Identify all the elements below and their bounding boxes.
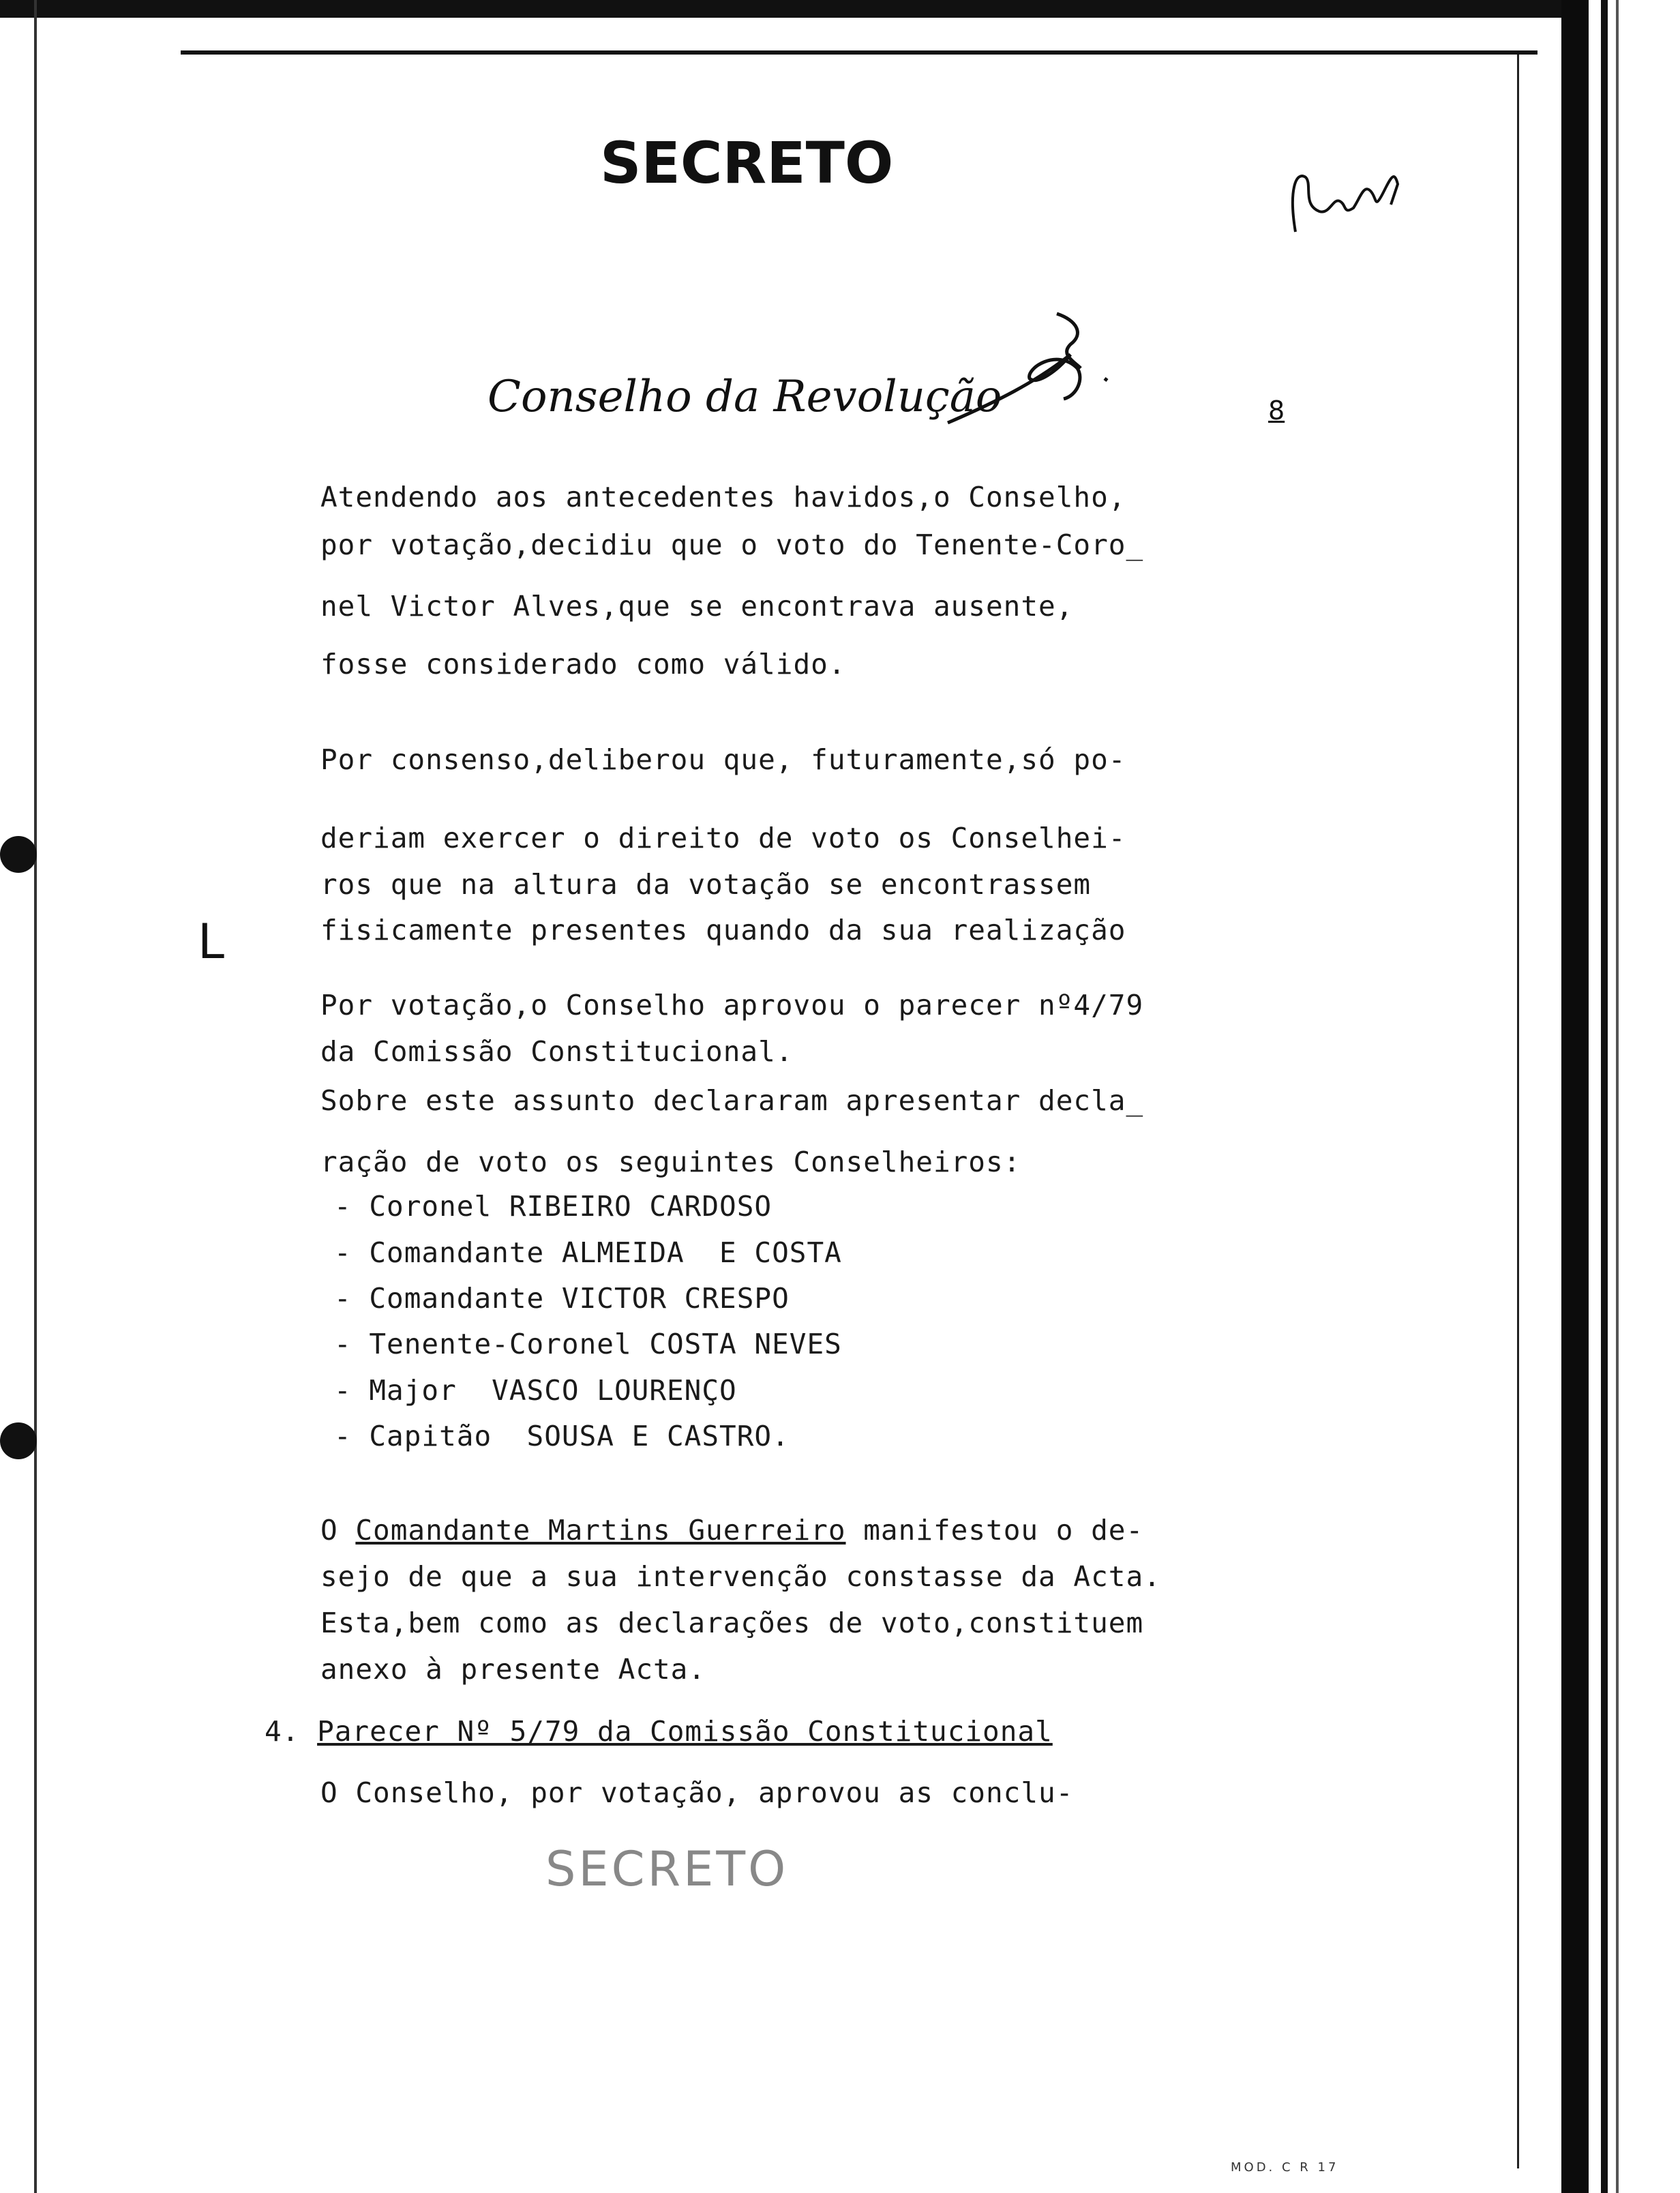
scan-left-edge [34, 0, 37, 2193]
counselor-list-item: - Coronel RIBEIRO CARDOSO [334, 1190, 772, 1223]
paragraph-rest: manifestou o de- [845, 1514, 1144, 1547]
scan-right-edge [1561, 0, 1680, 2193]
form-code: MOD. C R 17 [1231, 2160, 1339, 2175]
classification-stamp-top: SECRETO [600, 130, 894, 196]
body-line: por votação,decidiu que o voto do Tenente-Coro_ [320, 528, 1144, 561]
page-number: 8 [1268, 396, 1285, 426]
classification-stamp-bottom: SECRETO [545, 1841, 789, 1897]
body-line: nel Victor Alves,que se encontrava ausente, [320, 590, 1074, 623]
paragraph-prefix: O [320, 1514, 356, 1547]
body-line: fosse considerado como válido. [320, 648, 846, 681]
counselor-list-item: - Comandante VICTOR CRESPO [334, 1282, 790, 1315]
punch-hole-lower [0, 1422, 37, 1459]
section-heading [265, 1715, 1053, 1748]
body-line: ros que na altura da votação se encontrassem [320, 868, 1092, 901]
counselor-list-item: - Tenente-Coronel COSTA NEVES [334, 1328, 842, 1360]
section-title: Parecer Nº 5/79 da Comissão Constitucional [317, 1715, 1053, 1748]
body-line: Sobre este assunto declararam apresentar decla_ [320, 1084, 1144, 1117]
page-fold-line [1517, 55, 1519, 2168]
body-line: da Comissão Constitucional. [320, 1035, 794, 1068]
counselor-list-item: - Capitão SOUSA E CASTRO. [334, 1420, 790, 1452]
body-line: Por consenso,deliberou que, futuramente,só po- [320, 743, 1126, 776]
body-line: fisicamente presentes quando da sua realização [320, 914, 1126, 946]
body-line: ração de voto os seguintes Conselheiros: [320, 1146, 1021, 1178]
handwritten-initials-top [1282, 150, 1405, 245]
body-line: sejo de que a sua intervenção constasse da Acta. [320, 1560, 1161, 1593]
counselor-list-item: - Comandante ALMEIDA E COSTA [334, 1236, 842, 1269]
body-line: Por votação,o Conselho aprovou o parecer nº4/79 [320, 989, 1144, 1021]
header-rule [181, 50, 1537, 55]
section-number: 4. [265, 1715, 300, 1748]
handwritten-signature [941, 307, 1118, 436]
scan-top-edge [0, 0, 1561, 18]
punch-hole-upper [0, 836, 37, 873]
underlined-name: Comandante Martins Guerreiro [355, 1514, 846, 1547]
institution-header: Conselho da Revolução [487, 372, 1002, 422]
counselor-list-item: - Major VASCO LOURENÇO [334, 1374, 737, 1407]
body-line: O Conselho, por votação, aprovou as conclu- [320, 1776, 1074, 1809]
margin-mark: L [198, 914, 224, 970]
paragraph-first-line [320, 1514, 1143, 1547]
body-line: Atendendo aos antecedentes havidos,o Conselho, [320, 481, 1126, 513]
body-line: deriam exercer o direito de voto os Conselhei- [320, 822, 1126, 854]
body-line: Esta,bem como as declarações de voto,constituem [320, 1607, 1144, 1639]
body-line: anexo à presente Acta. [320, 1653, 706, 1686]
